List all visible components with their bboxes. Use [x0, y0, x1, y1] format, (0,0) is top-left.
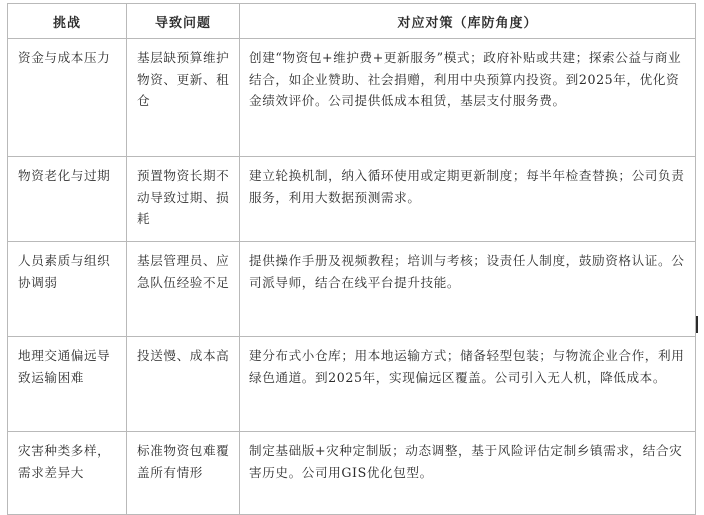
solution-cell: 制定基础版+灾种定制版；动态调整，基于风险评估定制乡镇需求，结合灾害历史。公司用GIS优化包型。 [240, 432, 696, 515]
table-row [8, 39, 696, 157]
header-challenge: 挑战 [8, 4, 127, 39]
challenge-cell: 资金与成本压力 [8, 39, 127, 157]
header-solution: 对应对策（库防角度） [240, 4, 696, 39]
problem-cell: 投送慢、成本高 [127, 337, 240, 432]
text-cursor [696, 316, 698, 333]
table-row [8, 337, 696, 432]
challenge-cell: 地理交通偏远导致运输困难 [8, 337, 127, 432]
challenge-cell: 人员素质与组织协调弱 [8, 242, 127, 337]
challenge-cell: 灾害种类多样，需求差异大 [8, 432, 127, 515]
solution-cell: 创建“物资包+维护费+更新服务”模式；政府补贴或共建；探索公益与商业结合，如企业赞助、社会捐赠，利用中央预算内投资。到2025年，优化资金绩效评价。公司提供低成本租赁，基层支付服务费。 [240, 39, 696, 157]
challenges-table [7, 3, 696, 515]
table-row [8, 157, 696, 242]
solution-cell: 建分布式小仓库；用本地运输方式；储备轻型包装；与物流企业合作，利用绿色通道。到2025年，实现偏远区覆盖。公司引入无人机，降低成本。 [240, 337, 696, 432]
problem-cell: 标准物资包难覆盖所有情形 [127, 432, 240, 515]
table-header-row [8, 4, 696, 39]
problem-cell: 基层管理员、应急队伍经验不足 [127, 242, 240, 337]
solution-cell: 提供操作手册及视频教程；培训与考核；设责任人制度，鼓励资格认证。公司派导师，结合在线平台提升技能。 [240, 242, 696, 337]
table-row [8, 242, 696, 337]
problem-cell: 基层缺预算维护物资、更新、租仓 [127, 39, 240, 157]
solution-cell: 建立轮换机制，纳入循环使用或定期更新制度；每半年检查替换；公司负责服务，利用大数据预测需求。 [240, 157, 696, 242]
problem-cell: 预置物资长期不动导致过期、损耗 [127, 157, 240, 242]
header-problem: 导致问题 [127, 4, 240, 39]
challenge-cell: 物资老化与过期 [8, 157, 127, 242]
table-row [8, 432, 696, 515]
